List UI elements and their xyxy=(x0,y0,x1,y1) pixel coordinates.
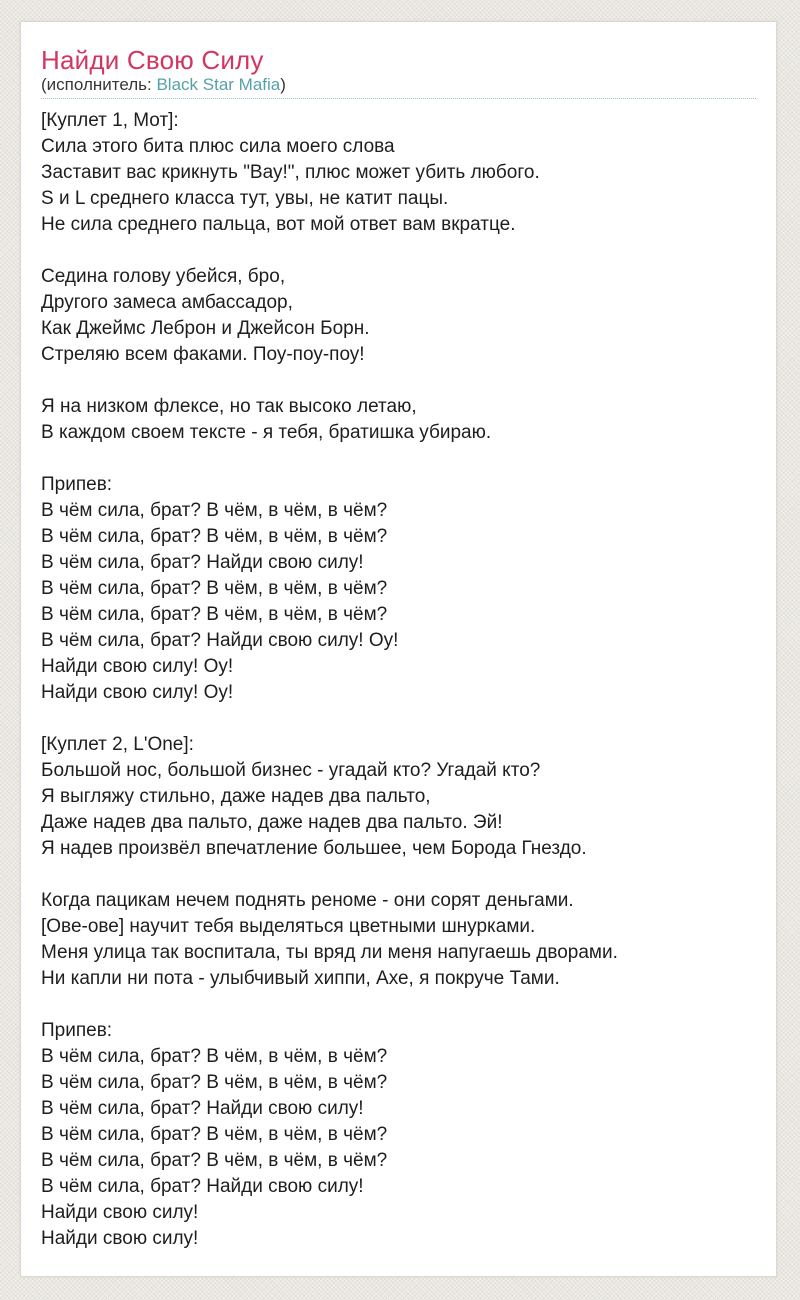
lyric-line xyxy=(41,706,756,732)
lyric-line: Найди свою силу! xyxy=(41,1228,199,1249)
lyric-line: Меня улица так воспитала, ты вряд ли меня напугаешь дворами. xyxy=(41,942,618,963)
lyric-line: Сила этого бита плюс сила моего слова xyxy=(41,136,395,157)
lyrics-card xyxy=(20,21,777,1277)
lyric-line: В чём сила, брат? В чём, в чём, в чём? xyxy=(41,1072,388,1093)
lyric-line: Даже надев два пальто, даже надев два пальто. Эй! xyxy=(41,812,503,833)
lyric-line xyxy=(41,992,756,1018)
lyric-line: [Куплет 2, L'One]: xyxy=(41,734,194,755)
lyric-line: Заставит вас крикнуть "Вау!", плюс может убить любого. xyxy=(41,162,540,183)
artist-link[interactable]: Black Star Mafia xyxy=(156,75,281,94)
lyric-line: В чём сила, брат? В чём, в чём, в чём? xyxy=(41,578,388,599)
lyric-line xyxy=(41,368,756,394)
lyric-line: В чём сила, брат? В чём, в чём, в чём? xyxy=(41,1150,388,1171)
artist-suffix-label: ) xyxy=(280,75,286,94)
lyric-line: Припев: xyxy=(41,474,113,495)
lyric-line: Я надев произвёл впечатление большее, чем Борода Гнездо. xyxy=(41,838,587,859)
lyric-line: Как Джеймс Леброн и Джейсон Борн. xyxy=(41,318,370,339)
lyric-line: [Ове-ове] научит тебя выделяться цветными шнурками. xyxy=(41,916,536,937)
song-header xyxy=(41,46,756,99)
lyric-line: Большой нос, большой бизнес - угадай кто? Угадай кто? xyxy=(41,760,541,781)
lyric-line: В чём сила, брат? В чём, в чём, в чём? xyxy=(41,1124,388,1145)
lyric-line: В чём сила, брат? В чём, в чём, в чём? xyxy=(41,604,388,625)
lyric-line: В чём сила, брат? Найди свою силу! xyxy=(41,552,364,573)
artist-prefix-label: (исполнитель: xyxy=(41,75,152,94)
lyric-line: [Куплет 1, Мот]: xyxy=(41,110,179,131)
lyric-line: В чём сила, брат? Найди свою силу! xyxy=(41,1176,364,1197)
lyric-line: Не сила среднего пальца, вот мой ответ вам вкратце. xyxy=(41,214,516,235)
lyric-line xyxy=(41,446,756,472)
lyric-line: В каждом своем тексте - я тебя, братишка убираю. xyxy=(41,422,492,443)
lyric-line: Седина голову убейся, бро, xyxy=(41,266,286,287)
lyric-line: В чём сила, брат? Найди свою силу! Оу! xyxy=(41,630,399,651)
lyric-line: Найди свою силу! xyxy=(41,1202,199,1223)
lyric-line: Я выгляжу стильно, даже надев два пальто, xyxy=(41,786,431,807)
lyric-line: Припев: xyxy=(41,1020,113,1041)
lyric-line: В чём сила, брат? В чём, в чём, в чём? xyxy=(41,500,388,521)
song-title: Найди Свою Силу xyxy=(41,45,264,75)
lyric-line: Найди свою силу! Оу! xyxy=(41,682,234,703)
lyrics-text xyxy=(41,108,756,1252)
lyric-line: В чём сила, брат? В чём, в чём, в чём? xyxy=(41,1046,388,1067)
artist-line xyxy=(41,75,756,94)
lyric-line xyxy=(41,238,756,264)
lyric-line: В чём сила, брат? В чём, в чём, в чём? xyxy=(41,526,388,547)
lyric-line: Я на низком флексе, но так высоко летаю, xyxy=(41,396,417,417)
lyric-line: Найди свою силу! Оу! xyxy=(41,656,234,677)
lyric-line: Когда пацикам нечем поднять реноме - они сорят деньгами. xyxy=(41,890,574,911)
lyric-line xyxy=(41,862,756,888)
lyric-line: Другого замеса амбассадор, xyxy=(41,292,293,313)
lyric-line: Ни капли ни пота - улыбчивый хиппи, Ахе, я покруче Тами. xyxy=(41,968,560,989)
lyric-line: S и L среднего класса тут, увы, не катит пацы. xyxy=(41,188,449,209)
lyric-line: Стреляю всем факами. Поу-поу-поу! xyxy=(41,344,365,365)
lyric-line: В чём сила, брат? Найди свою силу! xyxy=(41,1098,364,1119)
